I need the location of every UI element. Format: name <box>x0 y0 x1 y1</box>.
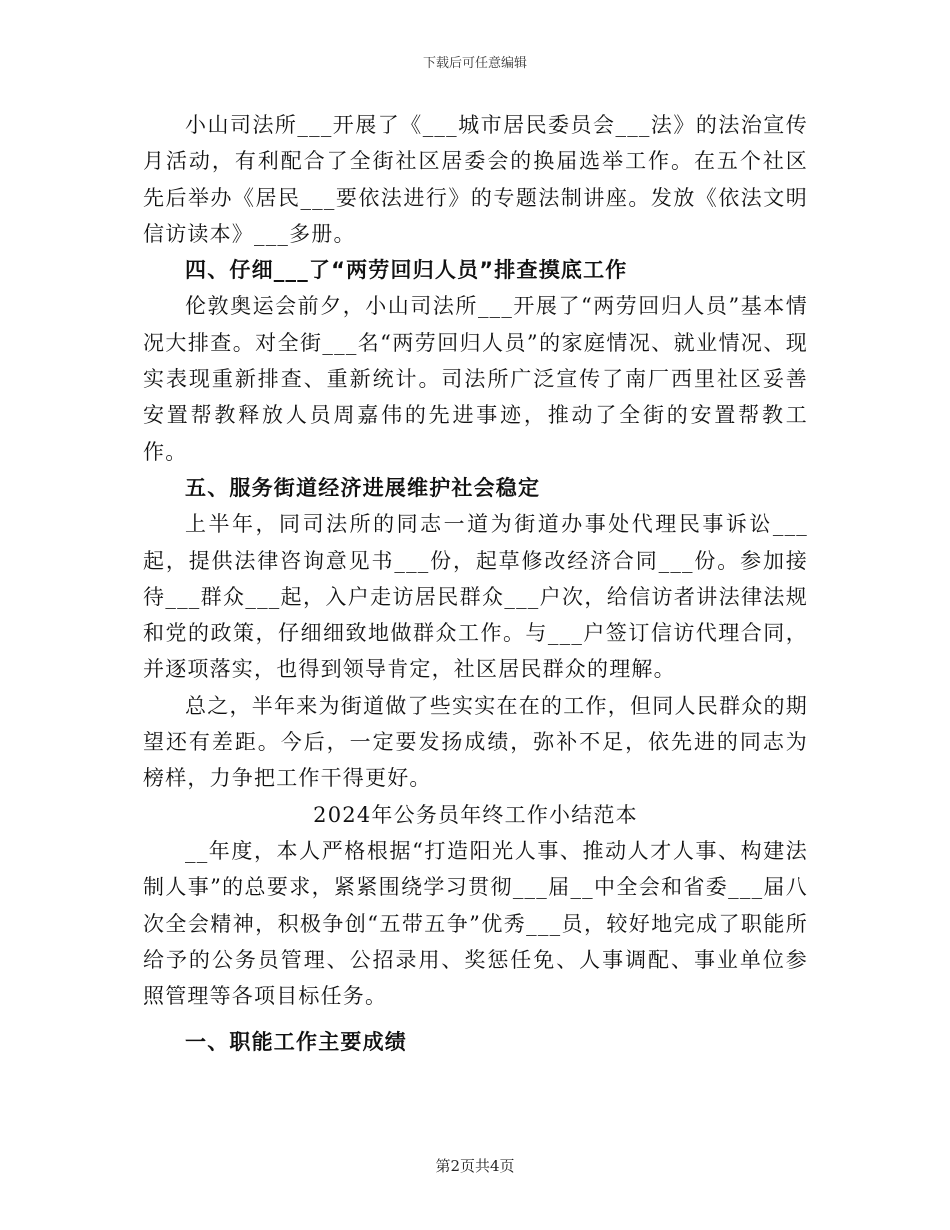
page-header: 下载后可任意编辑 <box>422 56 527 71</box>
document-title: 2024年公务员年终工作小结范本 <box>313 802 638 827</box>
paragraph-service: 上半年，同司法所的同志一道为街道办事处代理民事诉讼___起，提供法律咨询意见书___份，起草修改经济合同___份。参加接待___群众___起，入户走访居民群众___户次，给信访者讲法律法规和党的政策，仔细细致地做群众工作。与___户签订信访代理合同，并逐项落实，也得到领导肯定，社区居民群众的理解。 <box>143 512 808 682</box>
paragraph-investigation: 伦敦奥运会前夕，小山司法所___开展了“两劳回归人员”基本情况大排查。对全街___名“两劳回归人员”的家庭情况、就业情况、现实表现重新排查、重新统计。司法所广泛宣传了南厂西里社区妥善安置帮教释放人员周嘉伟的先进事迹，推动了全街的安置帮教工作。 <box>143 294 808 464</box>
paragraph-summary: 总之，半年来为街道做了些实实在在的工作，但同人民群众的期望还有差距。今后，一定要发扬成绩，弥补不足，依先进的同志为榜样，力争把工作干得更好。 <box>143 693 808 791</box>
paragraph-intro: __年度，本人严格根据“打造阳光人事、推动人才人事、构建法制人事”的总要求，紧紧围绕学习贯彻___届__中全会和省委___届八次全会精神，积极争创“五带五争”优秀___员，较好地完成了职能所给予的公务员管理、公招录用、奖惩任免、人事调配、事业单位参照管理等各项目标任务。 <box>143 838 808 1009</box>
section-heading-1: 一、职能工作主要成绩 <box>185 1030 407 1055</box>
paragraph-publicity: 小山司法所___开展了《___城市居民委员会___法》的法治宣传月活动，有利配合了全街社区居委会的换届选举工作。在五个社区先后举办《居民___要依法进行》的专题法制讲座。发放《依法文明信访读本》___多册。 <box>143 113 808 246</box>
document-body <box>143 107 808 1061</box>
page-footer: 第2页共4页 <box>435 1157 515 1175</box>
section-heading-4: 四、仔细___了“两劳回归人员”排查摸底工作 <box>185 258 628 283</box>
section-heading-5: 五、服务街道经济进展维护社会稳定 <box>185 475 541 500</box>
